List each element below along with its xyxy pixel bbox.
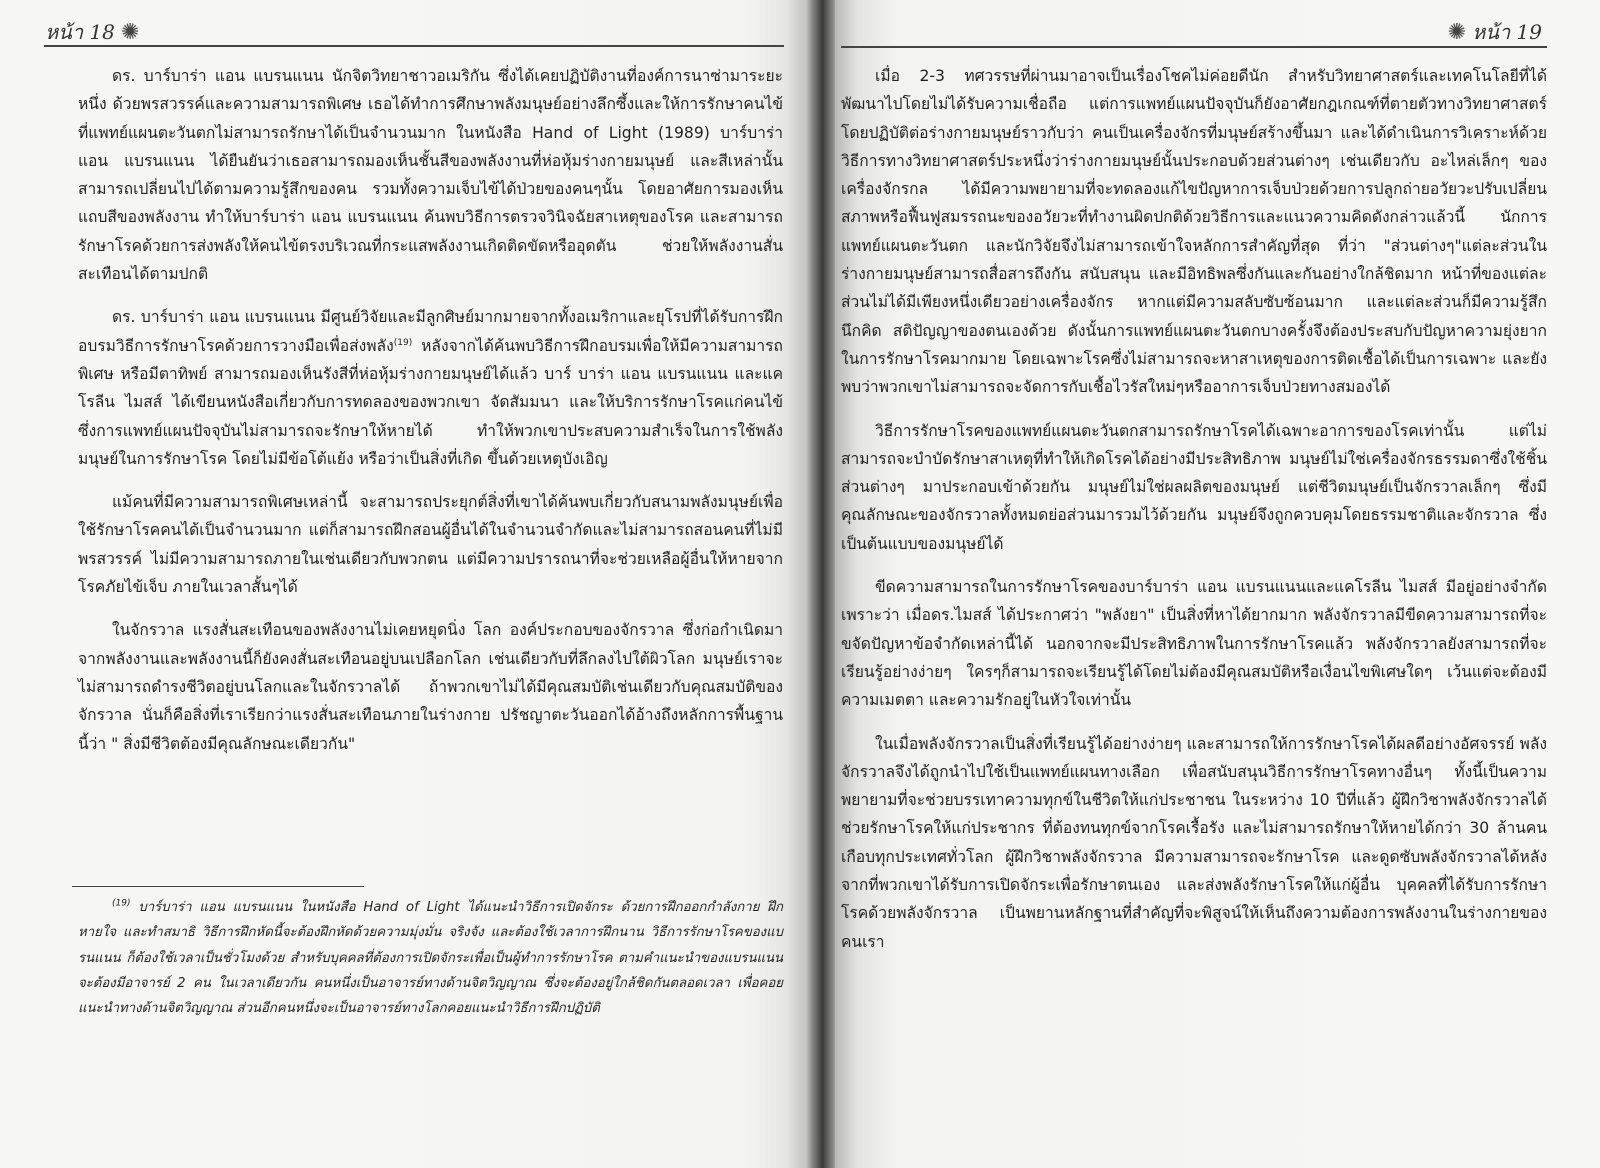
left-paragraph-4: ในจักรวาล แรงสั่นสะเทือนของพลังงานไม่เคยหยุดนิ่ง โลก องค์ประกอบของจักรวาล ซึ่งก่อกำเนิดมาจากพลังงานและพลังงานนี้ก็ยังคงสั่นสะเทือนอยู่บนเปลือกโลก เช่นเดียวกับที่ลึกลงไปใต้ผิวโลก มนุษย์เราจะไม่สามารถดำรงชีวิตอยู่บนโลกและในจักรวาลได้ ถ้าพวกเขาไม่ได้มีคุณสมบัติเช่นเดียวกับคุณสมบัติของจักรวาล นั่นก็คือสิ่งที่เราเรียกว่าแรงสั่นสะเทือนภายในร่างกาย ปรัชญาตะวันออกได้อ้างถึงหลักการพื้นฐานนี้ว่า " สิ่งมีชีวิตต้องมีคุณลักษณะเดียวกัน" bbox=[78, 621, 783, 753]
right-paragraph-1: เมื่อ 2-3 ทศวรรษที่ผ่านมาอาจเป็นเรื่องโชคไม่ค่อยดีนัก สำหรับวิทยาศาสตร์และเทคโนโลยีที่ได้พัฒนาไปโดยไม่ได้รับความเชื่อถือ แต่การแพทย์แผนปัจจุบันก็ยังอาศัยกฎเกณฑ์ที่ตายตัวทางวิทยาศาสตร์ โดยปฏิบัติต่อร่างกายมนุษย์ราวกับว่า คนเป็นเครื่องจักรที่มนุษย์สร้างขึ้นมา และได้ดำเนินการวิเคราะห์ด้วยวิธีการทางวิทยาศาสตร์ประหนึ่งว่าร่างกายมนุษย์นั้นประกอบด้วยส่วนต่างๆ เช่นเดียวกับ อะไหล่เล็กๆ ของเครื่องจักรกล ได้มีความพยายามที่จะทดลองแก้ไขปัญหาการเจ็บป่วยด้วยการปลูกถ่ายอวัยวะปรับเปลี่ยนสภาพหรือฟื้นฟูสมรรถนะของอวัยวะที่ทำงานผิดปกติด้วยวิธีการและแนวความคิดดังกล่าวแล้วนี้ นักการแพทย์แผนตะวันตก และนักวิจัยจึงไม่สามารถเข้าใจหลักการสำคัญที่สุด ที่ว่า "ส่วนต่างๆ"แต่ละส่วนในร่างกายมนุษย์สามารถสื่อสารถึงกัน สนับสนุน และมีอิทธิพลซึ่งกันและกันอย่างใกล้ชิดมาก หน้าที่ของแต่ละส่วนไม่ได้มีเพียงหนึ่งเดียวอย่างเครื่องจักร หากแต่มีความสลับซับซ้อนมาก และแต่ละส่วนก็มีความรู้สึกนึกคิด สติปัญญาของตนเองด้วย ดังนั้นการแพทย์แผนตะวันตกบางครั้งจึงต้องประสบกับปัญหาความยุ่งยากในการรักษาโรคมากมาย โดยเฉพาะโรคซึ่งไม่สามารถจะหาสาเหตุของการติดเชื้อได้เป็นการเฉพาะ และยังพบว่าพวกเขาไม่สามารถจะจัดการกับเชื้อไวรัสใหม่ๆหรืออาการเจ็บป่วยทางสมองได้ bbox=[841, 67, 1547, 397]
page-number-19: หน้า 19 bbox=[1472, 20, 1542, 44]
header-rule-left bbox=[44, 45, 784, 47]
left-body-text bbox=[78, 62, 783, 773]
page-number-18: หน้า 18 bbox=[45, 20, 115, 44]
right-page bbox=[835, 0, 1600, 1168]
left-paragraph-3: แม้คนที่มีความสามารถพิเศษเหล่านี้ จะสามารถประยุกต์สิ่งที่เขาได้ค้นพบเกี่ยวกับสนามพลังมนุษย์เพื่อใช้รักษาโรคคนได้เป็นจำนวนมาก แต่ก็สามารถฝึกสอนผู้อื่นได้ในจำนวนจำกัดและไม่สามารถสอนคนที่ไม่มีพรสวรรค์ ไม่มีความสามารถภายในเช่นเดียวกับพวกตน แต่มีความปรารถนาที่จะช่วยเหลือผู้อื่นให้หายจากโรคภัยไข้เจ็บ ภายในเวลาสั้นๆได้ bbox=[78, 493, 783, 597]
left-paragraph-2-start: ดร. บาร์บาร่า แอน แบรนแนน มีศูนย์วิจัยและมีลูกศิษย์มากมายจากทั้งอเมริกาและยุโรปที่ได้รับการฝึกอบรมวิธีการรักษาโรคด้วยการวางมือเพื่อส่งพลัง bbox=[78, 308, 783, 355]
left-paragraph-2-rest: หลังจากได้ค้นพบวิธีการฝึกอบรมเพื่อให้มีความสามารถพิเศษ หรือมีตาทิพย์ สามารถมองเห็นรังสีที่ห่อหุ้มร่างกายมนุษย์ได้แล้ว บาร์ บาร่า แอน แบรนแนน และแคโรลีน ไมสส์ ได้เขียนหนังสือเกี่ยวกับการทดลองของพวกเขา จัดสัมมนา และให้บริการรักษาโรคแก่คนไข้ ซึ่งการแพทย์แผนปัจจุบันไม่สามารถจะรักษาให้หายได้ ทำให้พวกเขาประสบความสำเร็จในการใช้พลังมนุษย์ในการรักษาโรค โดยไม่มีข้อโต้แย้ง หรือว่าเป็นสิ่งที่เกิด ขึ้นด้วยเหตุบังเอิญ bbox=[78, 336, 783, 468]
left-paragraph-2 bbox=[78, 303, 783, 473]
footnote-divider bbox=[72, 886, 364, 887]
footnote-19 bbox=[78, 895, 783, 1021]
footnote-reference: (19) bbox=[393, 337, 413, 348]
footnote-marker: (19) bbox=[112, 898, 131, 909]
header-rule-right bbox=[841, 46, 1547, 48]
right-paragraph-2: วิธีการรักษาโรคของแพทย์แผนตะวันตกสามารถรักษาโรคได้เฉพาะอาการของโรคเท่านั้น แต่ไม่สามารถจะบำบัดรักษาสาเหตุที่ทำให้เกิดโรคได้อย่างมีประสิทธิภาพ มนุษย์ไม่ใช่เครื่องจักรธรรมดาซึ่งใช้ชิ้นส่วนต่างๆ มาประกอบเข้าด้วยกัน มนุษย์ไม่ใช่ผลผลิตของมนุษย์ แต่ชีวิตมนุษย์เป็นจักรวาลเล็กๆ ซึ่งมีคุณลักษณะของจักรวาลทั้งหมดย่อส่วนมารวมไว้ด้วยกัน มนุษย์จึงถูกควบคุมโดยธรรมชาติและจักรวาล ซึ่งเป็นต้นแบบของมนุษย์ได้ bbox=[841, 421, 1547, 553]
starburst-icon: ✺ bbox=[120, 19, 140, 45]
footnote-text: บาร์บาร่า แอน แบรนแนน ในหนังสือ Hand of Light ได้แนะนำวิธีการเปิดจักระ ด้วยการฝึกออกกำลังกาย ฝึกหายใจ และทำสมาธิ วิธีการฝึกหัดนี้จะต้องฝึกหัดด้วยความมุ่งมั่น จริงจัง และต้องใช้เวลาการฝึกนาน วิธีการรักษาโรคของแบรนแนน ก็ต้องใช้เวลาเป็นชั่วโมงด้วย สำหรับบุคคลที่ต้องการเปิดจักระเพื่อเป็นผู้ทำการรักษาโรค ตามคำแนะนำของแบรนแนน จะต้องมีอาจารย์ 2 คน ในเวลาเดียวกัน คนหนึ่งเป็นอาจารย์ทางด้านจิตวิญญาณ ซึ่งจะต้องอยู่ใกล้ชิดกันตลอดเวลา เพื่อคอยแนะนำทางด้านจิตวิญญาณ ส่วนอีกคนหนึ่งจะเป็นอาจารย์ทางโลกคอยแนะนำวิธีการฝึกปฏิบัติ bbox=[78, 900, 784, 1017]
right-paragraph-4: ในเมื่อพลังจักรวาลเป็นสิ่งที่เรียนรู้ได้อย่างง่ายๆ และสามารถให้การรักษาโรคได้ผลดีอย่างอัศจรรย์ พลังจักรวาลจึงได้ถูกนำไปใช้เป็นแพทย์แผนทางเลือก เพื่อสนับสนุนวิธีการรักษาโรคทางอื่นๆ ทั้งนี้เป็นความพยายามที่จะช่วยบรรเทาความทุกข์ในชีวิตให้แก่ประชาชน ในระหว่าง 10 ปีที่แล้ว ผู้ฝึกวิชาพลังจักรวาลได้ช่วยรักษาโรคให้แก่ประชากร ที่ต้องทนทุกข์จากโรคเรื้อรัง และไม่สามารถรักษาให้หายได้กว่า 30 ล้านคน เกือบทุกประเทศทั่วโลก ผู้ฝึกวิชาพลังจักรวาล มีความสามารถจะรักษาโรค และดูดซับพลังจักรวาลได้หลังจากที่พวกเขาได้รับการเปิดจักระเพื่อรักษาตนเอง และส่งพลังรักษาโรคให้แก่ผู้อื่น บุคคลที่ได้รับการรักษาโรคด้วยพลังจักรวาล เป็นพยานหลักฐานที่สำคัญที่จะพิสูจน์ให้เห็นถึงความต้องการพลังงานในร่างกายของคนเรา bbox=[841, 734, 1547, 951]
left-page-header bbox=[45, 18, 139, 46]
left-paragraph-1: ดร. บาร์บาร่า แอน แบรนแนน นักจิตวิทยาชาวอเมริกัน ซึ่งได้เคยปฏิบัติงานที่องค์การนาซ่ามาระยะหนึ่ง ด้วยพรสวรรค์และความสามารถพิเศษ เธอได้ทำการศึกษาพลังมนุษย์อย่างลึกซึ้งและให้การรักษาคนไข้ ที่แพทย์แผนตะวันตกไม่สามารถรักษาได้เป็นจำนวนมาก ในหนังสือ Hand of Light (1989) บาร์บาร่า แอน แบรนแนน ได้ยืนยันว่าเธอสามารถมองเห็นชั้นสีของพลังงานที่ห่อหุ้มร่างกายมนุษย์ และสีเหล่านั้นสามารถเปลี่ยนไปได้ตามความรู้สึกของคน รวมทั้งความเจ็บไข้ได้ป่วยของคนๆนั้น โดยอาศัยการมองเห็นแถบสีของพลังงาน ทำให้บาร์บาร่า แอน แบรนแนน ค้นพบวิธีการตรวจวินิจฉัยสาเหตุของโรค และสามารถรักษาโรคด้วยการส่งพลังให้คนไข้ตรงบริเวณที่กระแสพลังงานเกิดติดขัดหรืออุดตัน ช่วยให้พลังงานสั่นสะเทือนได้ตามปกติ bbox=[78, 67, 783, 284]
right-page-header bbox=[1448, 18, 1542, 46]
right-body-text bbox=[841, 62, 1547, 971]
right-paragraph-3: ขีดความสามารถในการรักษาโรคของบาร์บาร่า แอน แบรนแนนและแคโรลีน ไมสส์ มีอยู่อย่างจำกัด เพราะว่า เมื่อดร.ไมสส์ ได้ประกาศว่า "พลังยา" เป็นสิ่งที่หาได้ยากมาก พลังจักรวาลมีขีดความสามารถที่จะขจัดปัญหาข้อจำกัดเหล่านี้ได้ นอกจากจะมีประสิทธิภาพในการรักษาโรคแล้ว พลังจักรวาลยังสามารถที่จะเรียนรู้อย่างง่ายๆ ใครๆก็สามารถจะเรียนรู้ได้โดยไม่ต้องมีคุณสมบัติหรือเงื่อนไขพิเศษใดๆ เว้นแต่จะต้องมีความเมตตา และความรักอยู่ในหัวใจเท่านั้น bbox=[841, 578, 1547, 710]
starburst-icon: ✺ bbox=[1447, 19, 1467, 45]
